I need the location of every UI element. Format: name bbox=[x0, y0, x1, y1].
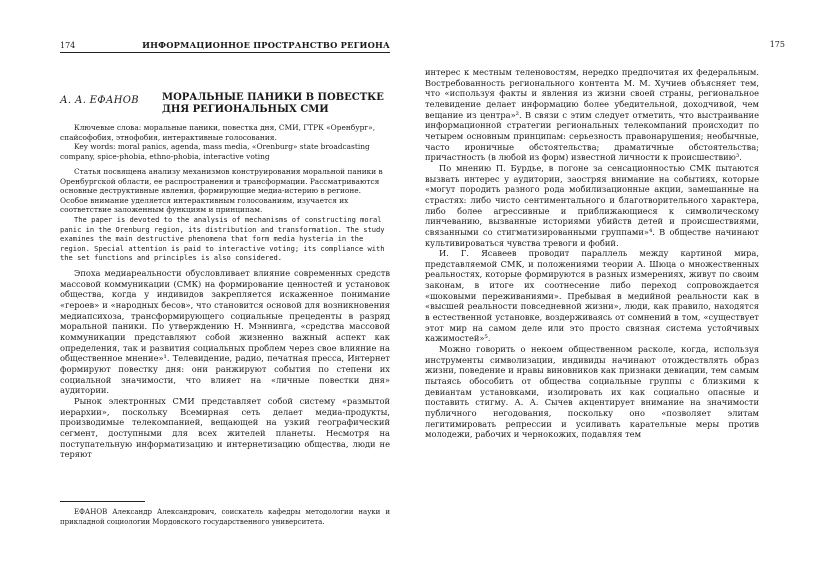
paragraph: Рынок электронных СМИ представляет собой систему «размытой иерархии», поскольку Всемирная сеть делает медиа-продукты, производимые телекомпанией, вещающей на узкий географический сегмент, доступными для всех жителей планеты. Несмотря на поступательную информатизацию и интернетизацию общества, люди не теряют bbox=[60, 395, 390, 460]
paragraph: Эпоха медиареальности обусловливает влияние современных средств массовой коммуникации (СМК) на формирование ценностей и установок общества, когда у индивидов закрепляется искаженное понимание «героев» и «народных бесов», что становится основой для возникновения медиапсихоза, трансформирующего социальные прецеденты в разряд моральной паники. По утверждению Н. Мэннинга, «средства массовой коммуникации представляют собой жизненно важный аспект как определения, так и развития социальных проблем через свое влияние на общественное мнение»¹. Телевидение, радио, печатная пресса, Интернет формируют повестку дня: они ранжируют события по степени их социальной значимости, что влияет на «личные повестки дня» аудитории. bbox=[60, 268, 390, 396]
keywords-en: Key words: moral panics, agenda, mass media, «Orenburg» state broadcasting company, spice-phobia, ethno-phobia, interactive voting bbox=[60, 142, 370, 161]
running-title: ИНФОРМАЦИОННОЕ ПРОСТРАНСТВО РЕГИОНА bbox=[142, 40, 390, 50]
paragraph: интерес к местным теленовостям, нередко предпочитая их федеральным. Востребованность регионального контента М. М. Хучиев объясняет тем, что «используя факты и явления из жизни своей страны, региональное телевидение делает информацию более убедительной, доходчивой, чем вещание из центра»². В связи с этим следует отметить, что выстраивание информационной стратегии региональных телекомпаний происходит по четырем основным принципам: серьезность правонарушения; необычные, часто ироничные обстоятельства; драматичные обстоятельства; причастность (в любой из форм) известной личности к происшествию³. bbox=[425, 67, 759, 163]
page-number-right: 175 bbox=[769, 40, 785, 49]
footnote-rule bbox=[60, 501, 145, 502]
paragraph: По мнению П. Бурдье, в погоне за сенсационностью СМК пытаются вызвать интерес у аудитории, заостряя внимание на событиях, которые «могут породить разного рода мобилизационные акции, замешанные на страстях: либо чисто сентиментального и благотворительного характера, либо более агрессивные и приближающиеся к символическому линчеванию, вызванные историями убийств детей и происшествиями, связанными со стигматизированными группами»⁴. В обществе начинают культивироваться чувства тревоги и фобий. bbox=[425, 162, 759, 248]
author-footnote: ЕФАНОВ Александр Александрович, соискатель кафедры методологии науки и прикладной социологии Мордовского государственного университета. bbox=[60, 508, 390, 526]
article-author: А. А. ЕФАНОВ bbox=[60, 95, 139, 106]
left-body-text bbox=[60, 268, 390, 460]
abstract-block bbox=[60, 167, 390, 263]
keywords-ru: Ключевые слова: моральные паники, повестка дня, СМИ, ГТРК «Оренбург», спайсофобия, этнофобия, интерактивные голосования. bbox=[60, 123, 376, 142]
page-number-left: 174 bbox=[60, 41, 76, 50]
paragraph: И. Г. Ясавеев проводит параллель между картиной мира, представляемой СМК, и положениями теории А. Шюца о множественных реальностях, которые формируются в разных измерениях, живут по своим законам, в итоге их соотнесение либо переход сопровождается «шоковыми переживаниями». Пребывая в медийной реальности как в «высшей реальности повседневной жизни», люди, как правило, находятся в естественной установке, воздерживаясь от сомнений в том, «существует этот мир на самом деле или это просто связная система устойчивых кажимостей»⁵. bbox=[425, 248, 759, 344]
right-body-text bbox=[425, 67, 759, 440]
right-page bbox=[410, 0, 820, 580]
abstract-en: The paper is devoted to the analysis of mechanisms of constructing moral panic in the Orenburg region, its distribution and transformation. The study examines the main destructive phenomena that form media hysteria in the region. Special attention is paid to interactive voting; its compliance with the set functions and principles is also considered. bbox=[60, 214, 385, 263]
abstract-ru: Статья посвящена анализу механизмов конструирования моральной паники в Оренбургской области, ее распространения и трансформации. Рассматриваются основные деструктивные явления, формирующие медиа-истерию в регионе. Особое внимание уделяется интерактивным голосованиям, изучается их соответствие заложенным функциям и принципам. bbox=[60, 167, 383, 215]
left-running-head bbox=[60, 40, 390, 53]
paragraph: Можно говорить о некоем общественном расколе, когда, используя инструменты символизации, индивиды начинают отождествлять образ жизни, поведение и нравы виновников как признаки девиации, тем самым пытаясь обособить от общества социальные группы с близкими к девиантам установками, изолировать их как социально опасные и поставить стигму. А. А. Сычев акцентирует внимание на значимости публичного негодования, поскольку оно «позволяет элитам легитимировать репрессии и усиливать карательные меры против молодежи, рабочих и чернокожих, подавляя тем bbox=[425, 344, 759, 440]
keywords-block bbox=[60, 123, 390, 161]
article-title: МОРАЛЬНЫЕ ПАНИКИ В ПОВЕСТКЕ ДНЯ РЕГИОНАЛЬНЫХ СМИ bbox=[162, 92, 384, 115]
